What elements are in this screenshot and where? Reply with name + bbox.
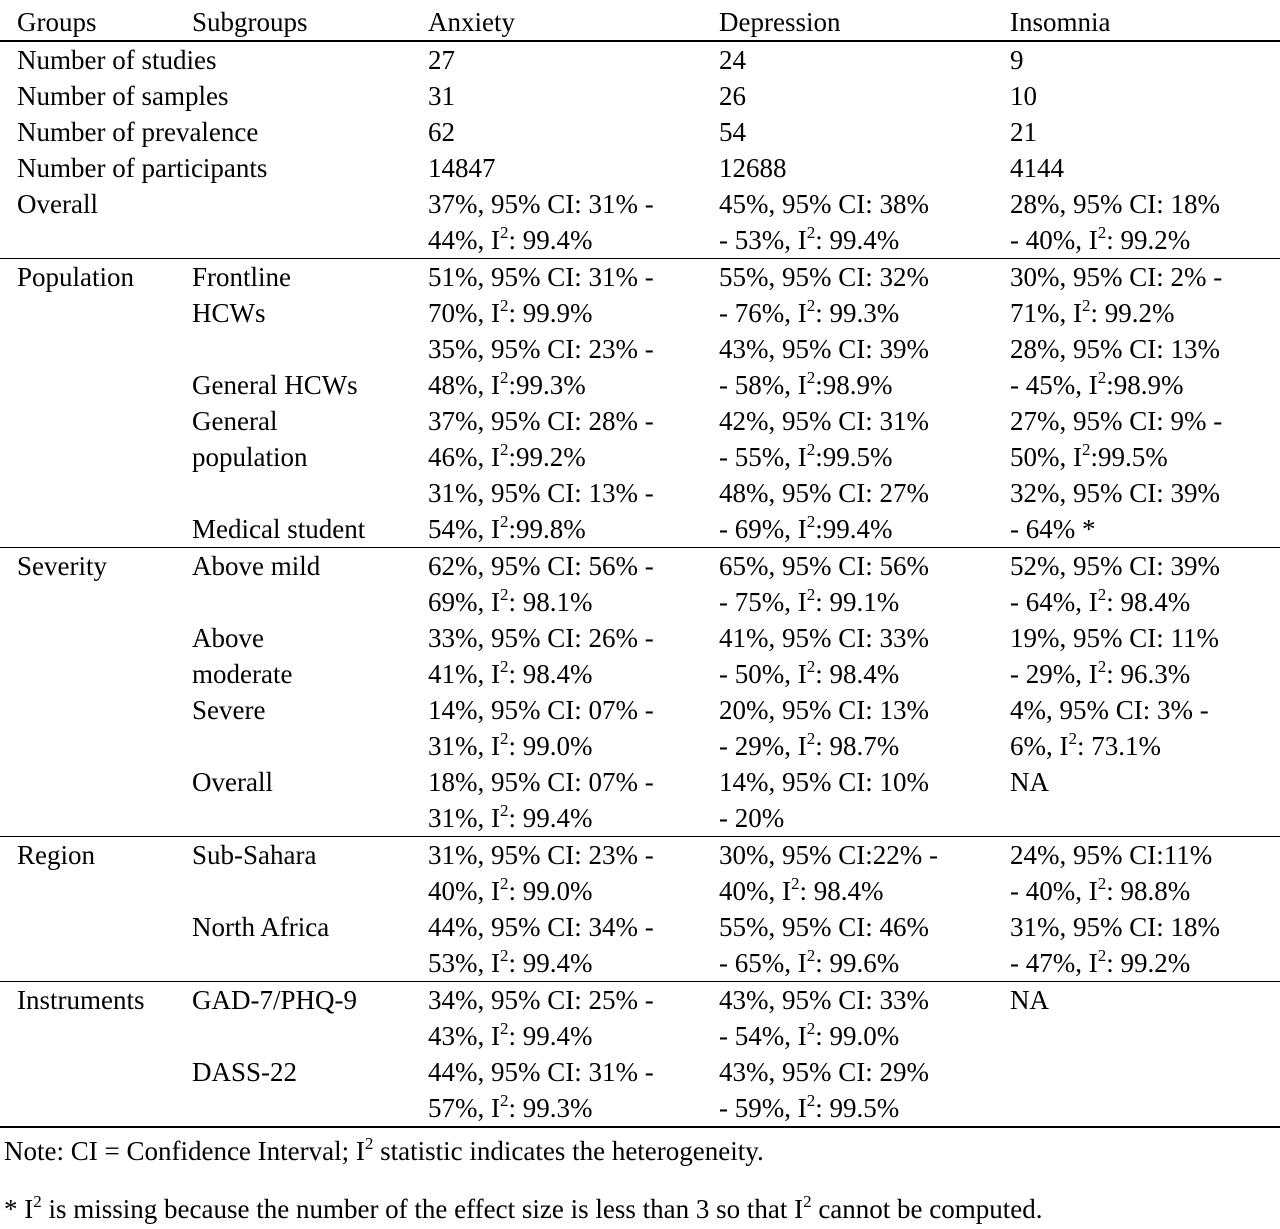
group-cell (0, 331, 192, 403)
insomnia-cell-line: 4%, 95% CI: 3% - (1010, 695, 1209, 725)
table-row (0, 764, 1280, 837)
anxiety-cell-line: 35%, 95% CI: 23% - (428, 334, 654, 364)
subgroup-cell-line: General (192, 406, 278, 436)
depression-cell-line: 20%, 95% CI: 13% (719, 695, 929, 725)
insomnia-cell (1010, 41, 1280, 78)
insomnia-cell (1010, 548, 1280, 621)
depression-cell (719, 41, 1010, 78)
group-cell-line (17, 764, 192, 800)
anxiety-cell-line: 70%, $I^2$: 99.9% (428, 296, 593, 328)
subgroup-cell (192, 692, 428, 764)
anxiety-cell-line: 27 (428, 45, 455, 75)
depression-cell (719, 620, 1010, 692)
subgroup-cell-line (192, 1090, 428, 1126)
subgroup-cell-line (192, 475, 428, 511)
depression-cell-line: - 55%, $I^2:99.5\%$ (719, 440, 893, 472)
subgroup-cell (192, 909, 428, 982)
insomnia-cell-line (1010, 800, 1280, 836)
anxiety-cell-line: 48%, $I^2:99.3\%$ (428, 368, 586, 400)
group-cell (0, 764, 192, 837)
anxiety-cell-line: 57%, $I^2$: 99.3% (428, 1091, 593, 1123)
group-cell (0, 620, 192, 692)
depression-cell-line: - 50%, $I^2$: 98.4% (719, 657, 900, 689)
header-row (0, 4, 1280, 41)
depression-cell-line: 42%, 95% CI: 31% (719, 406, 929, 436)
group-cell (0, 475, 192, 548)
insomnia-cell (1010, 982, 1280, 1055)
group-cell-line: Severity (17, 551, 107, 581)
anxiety-cell-line: 31%, $I^2$: 99.4% (428, 801, 593, 833)
insomnia-cell (1010, 1054, 1280, 1127)
anxiety-cell-line: 31%, $I^2$: 99.0% (428, 729, 593, 761)
depression-cell (719, 475, 1010, 548)
anxiety-cell (428, 909, 719, 982)
subgroup-cell-line (192, 873, 428, 909)
anxiety-cell-line: 62 (428, 117, 455, 147)
subgroup-cell-line (192, 800, 428, 836)
table-row (0, 692, 1280, 764)
anxiety-cell (428, 764, 719, 837)
insomnia-cell-line: 30%, 95% CI: 2% - (1010, 262, 1223, 292)
anxiety-cell-line: 31%, 95% CI: 23% - (428, 840, 654, 870)
table-row (0, 331, 1280, 403)
insomnia-cell-line: 4144 (1010, 153, 1064, 183)
anxiety-cell (428, 259, 719, 332)
anxiety-cell-line: 14847 (428, 153, 496, 183)
insomnia-cell-line (1010, 1018, 1280, 1054)
insomnia-cell (1010, 620, 1280, 692)
subgroup-cell-line: Overall (192, 767, 273, 797)
insomnia-cell-line: 31%, 95% CI: 18% (1010, 912, 1220, 942)
insomnia-cell-line: 28%, 95% CI: 18% (1010, 189, 1220, 219)
subgroup-cell (192, 982, 428, 1055)
insomnia-cell-line: 50%, $I^2:99.5\%$ (1010, 440, 1168, 472)
depression-cell-line: - 69%, $I^2:99.4\%$ (719, 512, 893, 544)
insomnia-cell-line: NA (1010, 767, 1049, 797)
subgroup-cell-line: DASS-22 (192, 1057, 298, 1087)
depression-cell (719, 837, 1010, 910)
insomnia-cell-line (1010, 1054, 1280, 1090)
anxiety-cell-line: 37%, 95% CI: 31% - (428, 189, 654, 219)
insomnia-cell-line: - 47%, $I^2$: 99.2% (1010, 946, 1191, 978)
insomnia-cell (1010, 909, 1280, 982)
summary-row (0, 114, 1280, 150)
insomnia-cell-line: - 40%, $I^2$: 99.2% (1010, 223, 1191, 255)
anxiety-cell-line: 44%, 95% CI: 34% - (428, 912, 654, 942)
row-label-line: Number of studies (17, 45, 217, 75)
insomnia-cell (1010, 403, 1280, 475)
subgroup-cell-line (192, 945, 428, 981)
subgroup-cell-line (192, 331, 428, 367)
depression-cell-line: 24 (719, 45, 746, 75)
header-insomnia: Insomnia (1010, 4, 1280, 41)
subgroup-cell (192, 259, 428, 332)
group-cell (0, 982, 192, 1055)
group-cell-line: Instruments (17, 985, 145, 1015)
anxiety-cell (428, 150, 719, 186)
group-cell (0, 837, 192, 910)
anxiety-cell-line: 44%, $I^2$: 99.4% (428, 223, 593, 255)
insomnia-cell (1010, 78, 1280, 114)
row-label-line: Overall (17, 189, 98, 219)
anxiety-cell-line: 18%, 95% CI: 07% - (428, 767, 654, 797)
subgroup-cell (192, 620, 428, 692)
anxiety-cell (428, 620, 719, 692)
subgroup-cell (192, 475, 428, 548)
anxiety-cell-line: 54%, $I^2:99.8\%$ (428, 512, 586, 544)
depression-cell-line: 41%, 95% CI: 33% (719, 623, 929, 653)
row-label-line: Number of samples (17, 81, 229, 111)
subgroup-cell-line: HCWs (192, 298, 266, 328)
depression-cell-line: 30%, 95% CI:22% - (719, 840, 938, 870)
insomnia-cell (1010, 837, 1280, 910)
row-label (0, 186, 428, 259)
insomnia-cell-line: 6%, $I^2$: 73.1% (1010, 729, 1161, 761)
anxiety-cell-line: 34%, 95% CI: 25% - (428, 985, 654, 1015)
row-label (0, 41, 428, 78)
depression-cell (719, 403, 1010, 475)
anxiety-cell-line: 41%, $I^2$: 98.4% (428, 657, 593, 689)
table-row (0, 982, 1280, 1055)
group-cell-line (17, 909, 192, 945)
anxiety-cell-line: 43%, $I^2$: 99.4% (428, 1019, 593, 1051)
subgroup-cell-line: General HCWs (192, 370, 358, 400)
depression-cell (719, 150, 1010, 186)
anxiety-cell-line: 14%, 95% CI: 07% - (428, 695, 654, 725)
depression-cell-line: - 29%, $I^2$: 98.7% (719, 729, 900, 761)
depression-cell-line: 65%, 95% CI: 56% (719, 551, 929, 581)
insomnia-cell-line: - 64% * (1010, 514, 1096, 544)
depression-cell (719, 1054, 1010, 1127)
insomnia-cell (1010, 764, 1280, 837)
depression-cell-line: 48%, 95% CI: 27% (719, 478, 929, 508)
insomnia-cell-line: 21 (1010, 117, 1037, 147)
group-cell-line (17, 620, 192, 656)
insomnia-cell-line: 27%, 95% CI: 9% - (1010, 406, 1223, 436)
subgroup-cell-line (192, 584, 428, 620)
subgroup-cell-line: North Africa (192, 912, 330, 942)
group-cell-line (17, 403, 192, 439)
depression-cell-line: - 58%, $I^2:98.9\%$ (719, 368, 893, 400)
subgroup-cell (192, 403, 428, 475)
missing-i2-footnote: * $I^2$ is missing because the number of the effect size is less than 3 so that $I^2$ cannot be computed. (4, 1192, 1043, 1224)
subgroup-cell (192, 837, 428, 910)
table-row (0, 909, 1280, 982)
depression-cell-line: 43%, 95% CI: 33% (719, 985, 929, 1015)
anxiety-cell-line: 31 (428, 81, 455, 111)
anxiety-cell (428, 548, 719, 621)
insomnia-cell (1010, 475, 1280, 548)
summary-row (0, 78, 1280, 114)
anxiety-cell (428, 114, 719, 150)
depression-cell-line: - 65%, $I^2$: 99.6% (719, 946, 900, 978)
insomnia-cell (1010, 186, 1280, 259)
anxiety-cell (428, 78, 719, 114)
insomnia-cell-line: - 40%, $I^2$: 98.8% (1010, 874, 1191, 906)
insomnia-cell-line: 28%, 95% CI: 13% (1010, 334, 1220, 364)
header-subgroups: Subgroups (192, 4, 428, 41)
subgroup-cell (192, 331, 428, 403)
depression-cell-line: 55%, 95% CI: 32% (719, 262, 929, 292)
depression-cell-line: 40%, $I^2$: 98.4% (719, 874, 884, 906)
group-cell (0, 403, 192, 475)
insomnia-cell-line: - 29%, $I^2$: 96.3% (1010, 657, 1191, 689)
group-cell-line: Region (17, 840, 95, 870)
header-depression: Depression (719, 4, 1010, 41)
header-anxiety: Anxiety (428, 4, 719, 41)
group-cell (0, 1054, 192, 1127)
subgroup-cell-line: population (192, 442, 308, 472)
table-note: Note: CI = Confidence Interval; $I^2$ statistic indicates the heterogeneity. (4, 1134, 764, 1166)
insomnia-cell (1010, 692, 1280, 764)
anxiety-cell-line: 51%, 95% CI: 31% - (428, 262, 654, 292)
insomnia-cell-line: 24%, 95% CI:11% (1010, 840, 1213, 870)
anxiety-cell (428, 186, 719, 259)
anxiety-cell (428, 837, 719, 910)
row-label (0, 78, 428, 114)
depression-cell (719, 78, 1010, 114)
table-row (0, 548, 1280, 621)
subgroup-cell-line: Medical student (192, 514, 366, 544)
subgroup-cell (192, 1054, 428, 1127)
subgroup-cell (192, 764, 428, 837)
anxiety-cell (428, 41, 719, 78)
depression-cell (719, 331, 1010, 403)
row-label (0, 150, 428, 186)
table-row (0, 259, 1280, 332)
subgroup-cell-line: Sub-Sahara (192, 840, 317, 870)
insomnia-cell-line (1010, 1090, 1280, 1126)
depression-cell (719, 186, 1010, 259)
anxiety-cell-line: 33%, 95% CI: 26% - (428, 623, 654, 653)
summary-row (0, 41, 1280, 78)
depression-cell (719, 764, 1010, 837)
anxiety-cell (428, 1054, 719, 1127)
anxiety-cell-line: 37%, 95% CI: 28% - (428, 406, 654, 436)
group-cell-line (17, 331, 192, 367)
anxiety-cell-line: 44%, 95% CI: 31% - (428, 1057, 654, 1087)
depression-cell (719, 982, 1010, 1055)
subgroup-cell (192, 548, 428, 621)
header-groups: Groups (0, 4, 192, 41)
group-cell (0, 259, 192, 332)
insomnia-cell-line: 71%, $I^2$: 99.2% (1010, 296, 1175, 328)
depression-cell (719, 692, 1010, 764)
table-row (0, 1054, 1280, 1127)
row-label-line: Number of participants (17, 153, 268, 183)
summary-row (0, 186, 1280, 259)
insomnia-cell (1010, 331, 1280, 403)
depression-cell-line: 14%, 95% CI: 10% (719, 767, 929, 797)
anxiety-cell-line: 62%, 95% CI: 56% - (428, 551, 654, 581)
table-row (0, 403, 1280, 475)
insomnia-cell-line: 52%, 95% CI: 39% (1010, 551, 1220, 581)
depression-cell-line: - 54%, $I^2$: 99.0% (719, 1019, 900, 1051)
insomnia-cell-line: 10 (1010, 81, 1037, 111)
depression-cell-line: - 75%, $I^2$: 99.1% (719, 585, 900, 617)
insomnia-cell (1010, 114, 1280, 150)
group-cell (0, 909, 192, 982)
anxiety-cell-line: 46%, $I^2:99.2\%$ (428, 440, 586, 472)
group-cell (0, 692, 192, 764)
group-cell (0, 548, 192, 621)
depression-cell-line: 12688 (719, 153, 787, 183)
depression-cell-line: 45%, 95% CI: 38% (719, 189, 929, 219)
group-cell-line (17, 1054, 192, 1090)
depression-cell (719, 259, 1010, 332)
insomnia-cell-line: 9 (1010, 45, 1024, 75)
subgroup-cell-line: Above mild (192, 551, 321, 581)
depression-cell-line: - 20% (719, 803, 785, 833)
subgroup-cell-line: Frontline (192, 262, 291, 292)
subgroup-cell-line (192, 1018, 428, 1054)
subgroup-cell-line (192, 728, 428, 764)
depression-cell-line: 55%, 95% CI: 46% (719, 912, 929, 942)
insomnia-cell-line: - 64%, $I^2$: 98.4% (1010, 585, 1191, 617)
depression-cell (719, 548, 1010, 621)
row-label (0, 114, 428, 150)
depression-cell-line: 54 (719, 117, 746, 147)
insomnia-cell-line: NA (1010, 985, 1049, 1015)
insomnia-cell-line: - 45%, $I^2:98.9\%$ (1010, 368, 1184, 400)
anxiety-cell-line: 40%, $I^2$: 99.0% (428, 874, 593, 906)
table-row (0, 837, 1280, 910)
depression-cell-line: 43%, 95% CI: 29% (719, 1057, 929, 1087)
depression-cell-line: - 53%, $I^2$: 99.4% (719, 223, 900, 255)
insomnia-cell (1010, 259, 1280, 332)
prevalence-table (0, 4, 1280, 1128)
group-cell-line (17, 692, 192, 728)
depression-cell-line: 43%, 95% CI: 39% (719, 334, 929, 364)
summary-row (0, 150, 1280, 186)
subgroup-cell-line: GAD-7/PHQ-9 (192, 985, 357, 1015)
table-row (0, 475, 1280, 548)
depression-cell-line: 26 (719, 81, 746, 111)
insomnia-cell (1010, 150, 1280, 186)
row-label-line: Number of prevalence (17, 117, 259, 147)
depression-cell (719, 909, 1010, 982)
anxiety-cell-line: 53%, $I^2$: 99.4% (428, 946, 593, 978)
depression-cell-line: - 59%, $I^2$: 99.5% (719, 1091, 900, 1123)
anxiety-cell (428, 331, 719, 403)
group-cell-line (17, 475, 192, 511)
anxiety-cell (428, 982, 719, 1055)
anxiety-cell (428, 475, 719, 548)
subgroup-cell-line: moderate (192, 659, 293, 689)
insomnia-cell-line: 32%, 95% CI: 39% (1010, 478, 1220, 508)
subgroup-cell-line: Above (192, 623, 264, 653)
depression-cell (719, 114, 1010, 150)
anxiety-cell (428, 403, 719, 475)
anxiety-cell-line: 69%, $I^2$: 98.1% (428, 585, 593, 617)
subgroup-cell-line: Severe (192, 695, 266, 725)
insomnia-cell-line: 19%, 95% CI: 11% (1010, 623, 1219, 653)
anxiety-cell (428, 692, 719, 764)
depression-cell-line: - 76%, $I^2$: 99.3% (719, 296, 900, 328)
table-row (0, 620, 1280, 692)
anxiety-cell-line: 31%, 95% CI: 13% - (428, 478, 654, 508)
group-cell-line: Population (17, 262, 135, 292)
